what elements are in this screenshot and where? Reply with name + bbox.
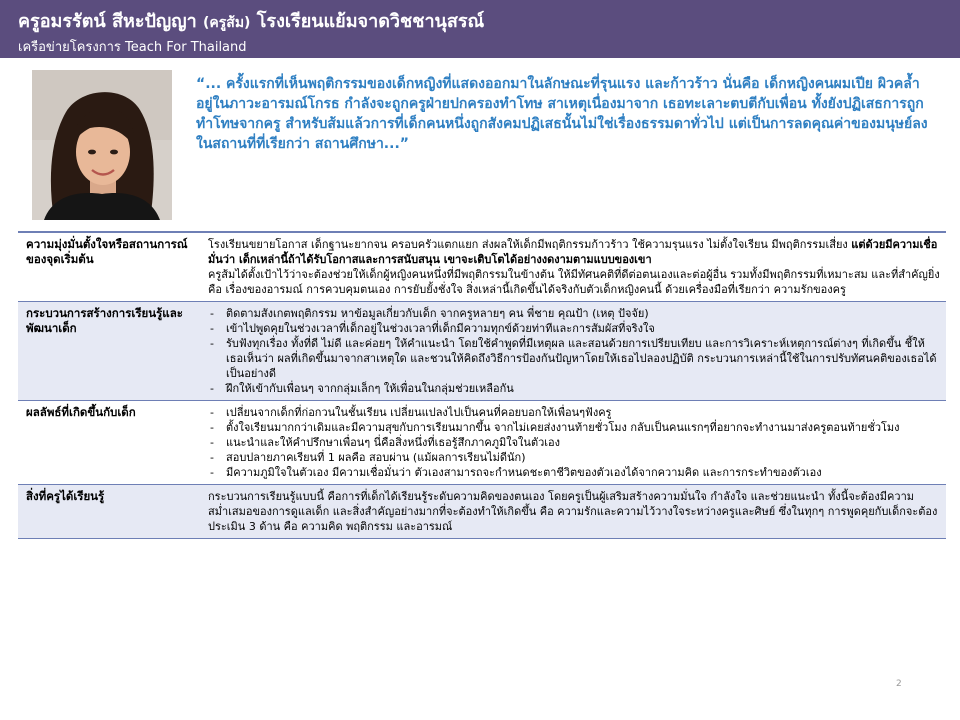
table-row — [18, 302, 946, 401]
list-item: - เข้าไปพูดคุยในช่วงเวลาที่เด็กอยู่ในช่วงเวลาที่เด็กมีความทุกข์ด้วยท่าทีและการสัมผัสที่จริงใจ — [208, 321, 940, 336]
table-row — [18, 485, 946, 539]
list-item: - เปลี่ยนจากเด็กที่ก่อกวนในชั้นเรียน เปลี่ยนแปลงไปเป็นคนที่คอยบอกให้เพื่อนๆฟังครู — [208, 405, 940, 420]
motivation-text-emphasis: แต่ด้วยมีความเชื่อมั่นว่า เด็กเหล่านี้ถ้าได้รับโอกาสและการสนับสนุน เขาจะเติบโตได้อย่างงดงามตามแบบของเขา — [208, 238, 938, 266]
school-name: โรงเรียนแย้มจาดวิชชานุสรณ์ — [256, 11, 485, 32]
row-label-process: กระบวนการสร้างการเรียนรู้และพัฒนาเด็ก — [18, 302, 202, 401]
row-content-outcomes — [202, 401, 946, 485]
list-item: - ฝึกให้เข้ากับเพื่อนๆ จากกลุ่มเล็กๆ ให้เพื่อนในกลุ่มช่วยเหลือกัน — [208, 381, 940, 396]
page-title — [18, 6, 484, 35]
header-bar — [0, 0, 960, 58]
list-item: - รับฟังทุกเรื่อง ทั้งที่ดี ไม่ดี และค่อยๆ ให้คำแนะนำ โดยใช้คำพูดที่มีเหตุผล และสอนด้วยการเปรียบเทียบ และการวิเคราะห์เหตุการณ์ต่างๆ ที่เกิดขึ้น ชี้ให้เธอเห็นว่า ผลที่เกิดขึ้นมาจากสาเหตุใด และชวนให้คิดถึงวิธีการป้องกันปัญหาโดยให้เธอไปลองปฏิบัติ กระบวนการเหล่านี้ใช้ในการปรับทัศนคติของเธอได้เป็นอย่างดี — [208, 336, 940, 381]
row-content-process — [202, 302, 946, 401]
network-subtitle: เครือข่ายโครงการ Teach For Thailand — [18, 40, 247, 55]
process-list — [208, 306, 940, 396]
motivation-text-a: โรงเรียนขยายโอกาส เด็กฐานะยากจน ครอบครัวแตกแยก ส่งผลให้เด็กมีพฤติกรรมก้าวร้าว ใช้ความรุนแรง ไม่ตั้งใจเรียน มีพฤติกรรมเสี่ยง — [208, 238, 852, 251]
row-content-learning: กระบวนการเรียนรู้แบบนี้ คือการที่เด็กได้เรียนรู้ระดับความคิดของตนเอง โดยครูเป็นผู้เสริมสร้างความมั่นใจ กำลังใจ และช่วยแนะนำ ทั้งนี้จะต้องมีความสม่ำเสมอของการดูแลเด็ก และสิ่งสำคัญอย่างมากที่จะต้องทำให้เกิดขึ้น คือ ความรักและความไว้วางใจระหว่างครูและศิษย์ ซึ่งในทุกๆ การพูดคุยกับเด็กจะต้องประเมิน 3 ด้าน คือ ความคิด พฤติกรรม และอารมณ์ — [202, 485, 946, 539]
outcomes-list — [208, 405, 940, 480]
profile-table — [18, 231, 946, 539]
list-item: - มีความภูมิใจในตัวเอง มีความเชื่อมั่นว่า ตัวเองสามารถจะกำหนดชะตาชีวิตของตัวเองได้จากความคิด และการกระทำของตัวเอง — [208, 465, 940, 480]
teacher-photo — [32, 70, 172, 220]
table-row — [18, 232, 946, 302]
list-item: - ตั้งใจเรียนมากกว่าเดิมและมีความสุขกับการเรียนมากขึ้น จากไม่เคยส่งงานท้ายชั่วโมง กลับเป็นคนแรกๆที่อยากจะทำงานมาส่งครูตอนท้ายชั่วโมง — [208, 420, 940, 435]
testimonial-quote: “... ครั้งแรกที่เห็นพฤติกรรมของเด็กหญิงที่แสดงออกมาในลักษณะที่รุนแรง และก้าวร้าว นั่นคือ เด็กหญิงคนผมเปีย ผิวคล้ำ อยู่ในภาวะอารมณ์โกรธ กำลังจะถูกครูฝ่ายปกครองทำโทษ สาเหตุเนื่องมาจาก เธอทะเลาะตบตีกับเพื่อน ทั้งยังปฏิเสธการถูกทำโทษจากครู สำหรับส้มแล้วการที่เด็กคนหนึ่งถูกสังคมปฏิเสธนั้นไม่ใช่เรื่องธรรมดาทั่วไป แต่เป็นการลดคุณค่าของมนุษย์ลงในสถานที่ที่เรียกว่า สถานศึกษา...” — [196, 76, 928, 152]
row-label-motivation: ความมุ่งมั่นตั้งใจหรือสถานการณ์ของจุดเริ่มต้น — [18, 232, 202, 302]
teacher-nickname: (ครูส้ม) — [203, 15, 251, 31]
list-item: - แนะนำและให้คำปรึกษาเพื่อนๆ นี่คือสิ่งหนึ่งที่เธอรู้สึกภาคภูมิใจในตัวเอง — [208, 435, 940, 450]
table-row — [18, 401, 946, 485]
row-label-outcomes: ผลลัพธ์ที่เกิดขึ้นกับเด็ก — [18, 401, 202, 485]
list-item: - สอบปลายภาคเรียนที่ 1 ผลคือ สอบผ่าน (แม้ผลการเรียนไม่ดีนัก) — [208, 450, 940, 465]
list-item: - ติดตามสังเกตพฤติกรรม หาข้อมูลเกี่ยวกับเด็ก จากครูหลายๆ คน พี่ชาย คุณป้า (เหตุ ปัจจัย) — [208, 306, 940, 321]
row-label-learning: สิ่งที่ครูได้เรียนรู้ — [18, 485, 202, 539]
teacher-name: ครูอมรรัตน์ สีหะปัญญา — [18, 11, 197, 32]
motivation-text-b: ครูส้มได้ตั้งเป้าไว้ว่าจะต้องช่วยให้เด็กผู้หญิงคนหนึ่งที่มีพฤติกรรมในข้างต้น ให้มีทัศนคติที่ดีต่อตนเองและต่อผู้อื่น รวมทั้งมีพฤติกรรมที่เหมาะสม และที่สำคัญยิ่ง คือ เรื่องของอารมณ์ การควบคุมตนเอง การยับยั้งชั่งใจ สิ่งเหล่านี้เกิดขึ้นได้จริงกับตัวเด็กหญิงคนนี้ ด้วยเครื่องมือที่เรียกว่า ความรักของครู — [208, 268, 940, 296]
teacher-portrait-image — [32, 70, 172, 220]
row-content-motivation — [202, 232, 946, 302]
page-number: 2 — [896, 679, 902, 689]
